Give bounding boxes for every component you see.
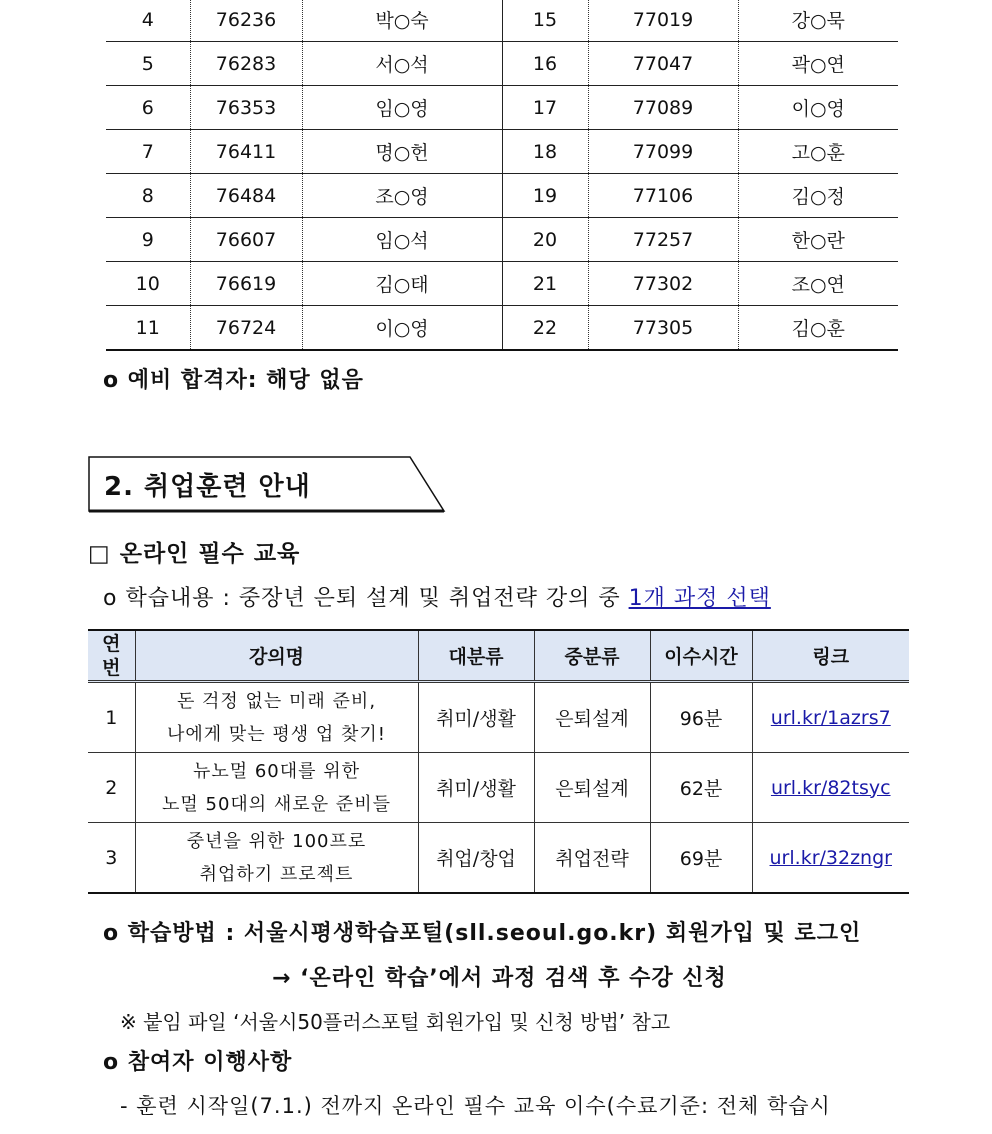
results-cell-r-id: 77302 xyxy=(588,262,738,306)
course-title xyxy=(135,682,418,753)
results-cell-r-no: 19 xyxy=(502,174,588,218)
reserve-candidates-line: o 예비 합격자: 해당 없음 xyxy=(103,368,364,393)
results-cell-r-id: 77257 xyxy=(588,218,738,262)
results-cell-l-id: 76236 xyxy=(190,0,302,42)
results-cell-r-id: 77106 xyxy=(588,174,738,218)
header-minor: 중분류 xyxy=(534,630,650,682)
section-title: 2. 취업훈련 안내 xyxy=(104,472,311,502)
header-no-bottom: 번 xyxy=(102,656,121,679)
course-row xyxy=(88,682,909,753)
course-row xyxy=(88,823,909,894)
participant-heading: o 참여자 이행사항 xyxy=(103,1050,293,1075)
results-cell-l-id: 76724 xyxy=(190,306,302,351)
results-row xyxy=(106,42,898,86)
results-cell-r-name: 김○정 xyxy=(738,174,898,218)
course-major: 취업/창업 xyxy=(418,823,534,894)
results-cell-l-no: 8 xyxy=(106,174,190,218)
header-major: 대분류 xyxy=(418,630,534,682)
results-row xyxy=(106,130,898,174)
course-no: 2 xyxy=(88,753,135,823)
results-cell-r-name: 고○훈 xyxy=(738,130,898,174)
learning-method-step: → ‘온라인 학습’에서 과정 검색 후 수강 신청 xyxy=(272,966,727,991)
learning-content-line xyxy=(103,581,771,612)
results-cell-l-no: 11 xyxy=(106,306,190,351)
results-cell-r-name: 강○묵 xyxy=(738,0,898,42)
header-no xyxy=(88,630,135,682)
attachment-note: ※ 붙임 파일 ‘서울시50플러스포털 회원가입 및 신청 방법’ 참고 xyxy=(120,1010,671,1034)
results-cell-l-no: 10 xyxy=(106,262,190,306)
course-table-header xyxy=(88,630,909,682)
subsection-heading: □ 온라인 필수 교육 xyxy=(88,541,301,567)
course-title-line: 취업하기 프로젝트 xyxy=(199,863,354,885)
course-row xyxy=(88,753,909,823)
course-no: 1 xyxy=(88,682,135,753)
learning-method-line: o 학습방법 : 서울시평생학습포털(sll.seoul.go.kr) 회원가입 및 로그인 xyxy=(103,921,862,946)
results-cell-l-id: 76411 xyxy=(190,130,302,174)
results-cell-l-name: 임○석 xyxy=(302,218,502,262)
course-hours: 62분 xyxy=(650,753,752,823)
results-cell-r-id: 77089 xyxy=(588,86,738,130)
results-cell-r-name: 김○훈 xyxy=(738,306,898,351)
results-cell-l-name: 조○영 xyxy=(302,174,502,218)
results-cell-r-no: 22 xyxy=(502,306,588,351)
section-title-box xyxy=(88,456,444,511)
results-cell-r-id: 77047 xyxy=(588,42,738,86)
results-cell-l-no: 5 xyxy=(106,42,190,86)
learning-content-text: o 학습내용 : 중장년 은퇴 설계 및 취업전략 강의 중 xyxy=(103,586,629,611)
course-title xyxy=(135,823,418,894)
results-cell-l-id: 76607 xyxy=(190,218,302,262)
course-title-line: 뉴노멀 60대를 위한 xyxy=(192,760,361,782)
header-hours: 이수시간 xyxy=(650,630,752,682)
course-title-line: 돈 걱정 없는 미래 준비, xyxy=(176,690,377,712)
results-row xyxy=(106,0,898,42)
results-cell-r-id: 77305 xyxy=(588,306,738,351)
participant-item: - 훈련 시작일(7.1.) 전까지 온라인 필수 교육 이수(수료기준: 전체 학습시 xyxy=(120,1094,831,1118)
results-cell-r-no: 17 xyxy=(502,86,588,130)
course-link[interactable]: url.kr/1azrs7 xyxy=(770,706,891,729)
results-cell-l-no: 7 xyxy=(106,130,190,174)
course-link-cell xyxy=(752,753,909,823)
results-cell-r-no: 16 xyxy=(502,42,588,86)
course-hours: 96분 xyxy=(650,682,752,753)
course-minor: 은퇴설계 xyxy=(534,753,650,823)
results-table xyxy=(106,0,898,351)
results-cell-l-no: 4 xyxy=(106,0,190,42)
results-cell-r-name: 한○란 xyxy=(738,218,898,262)
results-cell-l-id: 76484 xyxy=(190,174,302,218)
results-cell-r-no: 18 xyxy=(502,130,588,174)
course-table xyxy=(88,629,909,894)
results-cell-r-name: 조○연 xyxy=(738,262,898,306)
results-row xyxy=(106,262,898,306)
course-minor: 은퇴설계 xyxy=(534,682,650,753)
course-no: 3 xyxy=(88,823,135,894)
results-cell-l-name: 이○영 xyxy=(302,306,502,351)
results-cell-l-name: 명○헌 xyxy=(302,130,502,174)
results-row xyxy=(106,218,898,262)
results-cell-l-name: 임○영 xyxy=(302,86,502,130)
course-major: 취미/생활 xyxy=(418,753,534,823)
course-link-cell xyxy=(752,682,909,753)
results-row xyxy=(106,306,898,351)
results-cell-l-name: 김○태 xyxy=(302,262,502,306)
header-no-top: 연 xyxy=(102,632,121,655)
results-cell-l-name: 박○숙 xyxy=(302,0,502,42)
course-title-line: 나에게 맞는 평생 업 찾기! xyxy=(167,723,386,745)
course-link[interactable]: url.kr/82tsyc xyxy=(770,776,891,799)
results-cell-l-id: 76619 xyxy=(190,262,302,306)
learning-content-highlight: 1개 과정 선택 xyxy=(628,586,771,611)
results-cell-l-no: 6 xyxy=(106,86,190,130)
course-link[interactable]: url.kr/32zngr xyxy=(769,846,892,869)
course-hours: 69분 xyxy=(650,823,752,894)
results-cell-l-id: 76283 xyxy=(190,42,302,86)
results-row xyxy=(106,174,898,218)
results-cell-r-no: 20 xyxy=(502,218,588,262)
course-title-line: 노멀 50대의 새로운 준비들 xyxy=(162,793,391,815)
results-cell-l-no: 9 xyxy=(106,218,190,262)
results-cell-l-id: 76353 xyxy=(190,86,302,130)
course-major: 취미/생활 xyxy=(418,682,534,753)
results-cell-r-id: 77099 xyxy=(588,130,738,174)
header-link: 링크 xyxy=(752,630,909,682)
course-title xyxy=(135,753,418,823)
header-title: 강의명 xyxy=(135,630,418,682)
results-cell-r-name: 이○영 xyxy=(738,86,898,130)
results-cell-l-name: 서○석 xyxy=(302,42,502,86)
results-cell-r-no: 21 xyxy=(502,262,588,306)
results-cell-r-no: 15 xyxy=(502,0,588,42)
course-title-line: 중년을 위한 100프로 xyxy=(186,830,367,852)
course-minor: 취업전략 xyxy=(534,823,650,894)
results-cell-r-id: 77019 xyxy=(588,0,738,42)
course-link-cell xyxy=(752,823,909,894)
results-row xyxy=(106,86,898,130)
results-cell-r-name: 곽○연 xyxy=(738,42,898,86)
